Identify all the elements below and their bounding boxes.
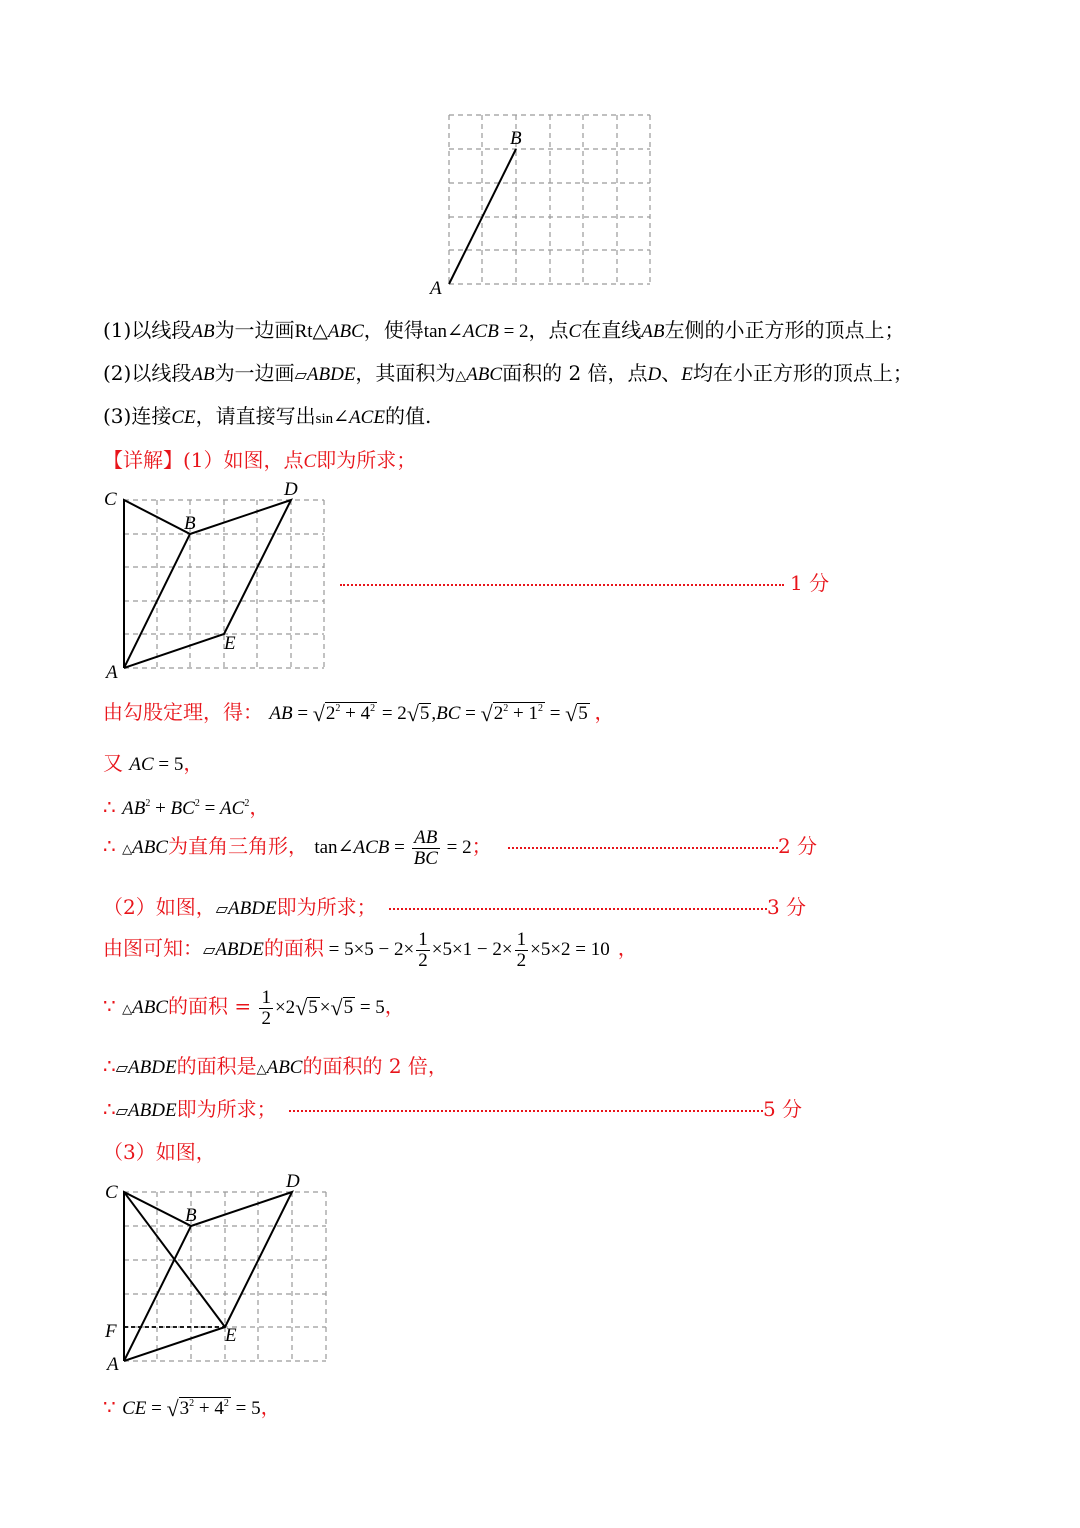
twice-area-line: ∴▱ABDE的面积是△ABC的面积的 2 倍， xyxy=(103,1054,448,1078)
top-grid-lines xyxy=(449,115,650,284)
pythagoras-line: 由勾股定理，得： AB = $√2^2 + 4^2 = 2√5$ $,BC = √2^2 + 1^2 = √5$ ， xyxy=(103,700,615,726)
area-abc-line: ∵ △ABC的面积 = $\frac{1}{2}$ ×2√5 ×√5 = 5， xyxy=(103,987,405,1029)
ce-length-line: ∵ CE = $√3^2 + 4^2 = 5$， xyxy=(103,1395,281,1421)
final-part-2-line: ∴▱ABDE即为所求； 5 分 xyxy=(103,1097,803,1121)
solution-figure-1 xyxy=(100,478,340,683)
part-2-line: （2）如图，▱ABDE即为所求； 3 分 xyxy=(103,895,807,919)
label-a: A xyxy=(107,1354,119,1375)
label-d: D xyxy=(284,479,298,500)
solution-figure-2 xyxy=(100,1170,340,1380)
ac-line: 又 AC = 5， xyxy=(103,751,204,775)
solution-heading: 【详解】(1）如图，点C即为所求； xyxy=(103,448,417,472)
area-abde-line: 由图可知：▱ABDE的面积 = 5×5 − 2× $\frac{1}{2}$ ×5×1 − 2× $\frac{1}{2}$ ×5×2 = 10 ， xyxy=(103,929,638,971)
label-f: F xyxy=(105,1321,117,1342)
score-line-1: 1 分 xyxy=(340,567,829,596)
parallelogram-icon: ▱ xyxy=(115,1101,129,1120)
problem-part-1: (1)以线段AB为一边画Rt△ABC，使得tan∠ACB = 2，点C在直线AB左侧的小正方形的顶点上； xyxy=(103,318,905,342)
parallelogram-abde xyxy=(124,1192,292,1361)
label-b: B xyxy=(184,513,196,534)
triangle-icon: △ xyxy=(455,368,467,384)
sum-squares-line: ∴ $AB^2 + BC^2 = AC^2$， xyxy=(103,795,270,819)
label-a: A xyxy=(430,278,442,299)
top-grid-figure xyxy=(420,110,670,300)
label-e: E xyxy=(225,1325,237,1346)
parallelogram-abde xyxy=(124,500,291,668)
label-b: B xyxy=(185,1205,197,1226)
parallelogram-icon: ▱ xyxy=(294,365,307,384)
label-c: C xyxy=(104,489,117,510)
label-c: C xyxy=(105,1182,118,1203)
problem-part-3: (3)连接CE，请直接写出sin∠ACE的值. xyxy=(103,404,432,428)
label-b: B xyxy=(510,128,522,149)
parallelogram-icon: ▱ xyxy=(215,899,229,918)
parallelogram-icon: ▱ xyxy=(203,939,216,959)
part-3-heading: （3）如图， xyxy=(103,1140,216,1164)
problem-part-2: (2)以线段AB为一边画▱ABDE，其面积为△ABC面积的 2 倍，点D、E均在小正方形的顶点上； xyxy=(103,361,913,385)
label-a: A xyxy=(106,662,118,683)
label-e: E xyxy=(224,633,236,654)
label-d: D xyxy=(286,1171,300,1192)
parallelogram-icon: ▱ xyxy=(115,1058,129,1077)
right-triangle-line: ∴ △ABC为直角三角形， tan∠ACB = $\frac{AB}{BC}$ = 2； 2 分 xyxy=(103,827,818,869)
